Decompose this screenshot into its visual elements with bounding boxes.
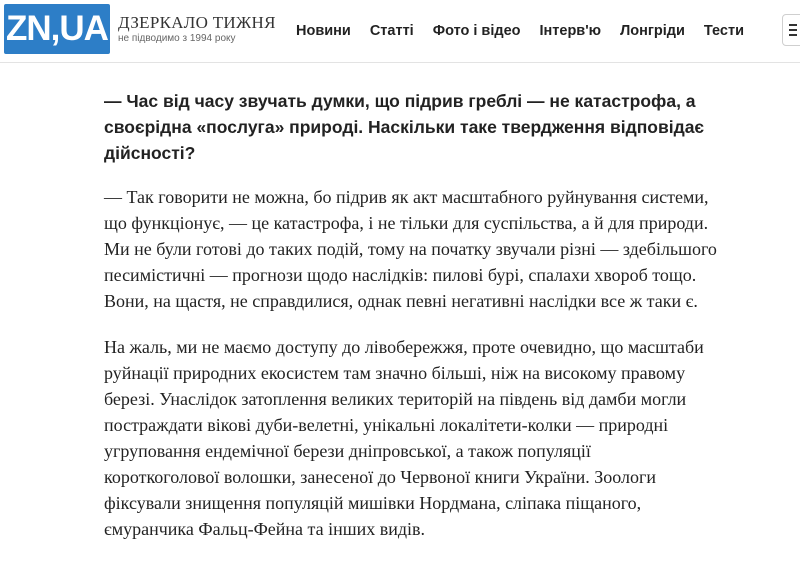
paragraph-line: ємуранчика Фальц-Фейна та інших видів. xyxy=(104,519,426,539)
paragraph-line: — Так говорити не можна, бо підрив як акт масштабного руйнування системи, xyxy=(104,187,709,207)
question-line: дійсності? xyxy=(104,143,196,163)
paragraph-line: руйнації природних екосистем там значно більші, ніж на високому правому xyxy=(104,363,686,383)
paragraph-line: песимістичні — прогнози щодо наслідків: пилові бурі, спалахи хвороб тощо. xyxy=(104,265,697,285)
nav-item-longreads[interactable]: Лонгріди xyxy=(620,23,685,39)
brand-block xyxy=(118,14,276,44)
interview-question xyxy=(104,88,800,166)
paragraph-line: фіксували знищення популяцій мишівки Нордмана, сліпака піщаного, xyxy=(104,493,642,513)
paragraph-line: короткоголової волошки, занесеної до Червоної книги України. Зоологи xyxy=(104,467,657,487)
paragraph-line: Ми не були готові до таких подій, тому на початку звучали різні — здебільшого xyxy=(104,239,717,259)
answer-paragraph xyxy=(104,334,800,542)
nav-item-news[interactable]: Новини xyxy=(296,23,351,39)
article-body xyxy=(104,88,800,562)
answer-paragraph xyxy=(104,184,800,314)
question-line: — Час від часу звучать думки, що підрив греблі — не катастрофа, а xyxy=(104,91,696,111)
main-nav xyxy=(296,0,763,62)
brand-title: ДЗЕРКАЛО ТИЖНЯ xyxy=(118,13,276,32)
paragraph-line: що функціонує, — це катастрофа, і не тільки для суспільства, а й для природи. xyxy=(104,213,709,233)
nav-item-articles[interactable]: Статті xyxy=(369,23,414,39)
question-line: своєрідна «послуга» природі. Наскільки таке твердження відповідає xyxy=(104,117,705,137)
nav-item-interviews[interactable]: Інтерв'ю xyxy=(539,23,602,39)
site-logo[interactable]: ZN,UA xyxy=(4,4,110,54)
paragraph-line: Вони, на щастя, не справдилися, однак певні негативні наслідки все ж таки є. xyxy=(104,291,698,311)
paragraph-line: На жаль, ми не маємо доступу до лівобережжя, проте очевидно, що масштаби xyxy=(104,337,704,357)
paragraph-line: угруповання ендемічної берези дніпровської, а також популяції xyxy=(104,441,591,461)
paragraph-line: постраждати вікові дуби-велетні, унікальні локалітети-колки — природні xyxy=(104,415,669,435)
nav-item-tests[interactable]: Тести xyxy=(703,23,744,39)
menu-icon[interactable] xyxy=(782,14,800,46)
nav-item-photo-video[interactable]: Фото і відео xyxy=(432,23,521,39)
paragraph-line: березі. Унаслідок затоплення великих територій на південь від дамби могли xyxy=(104,389,687,409)
brand-subtitle: не підводимо з 1994 року xyxy=(118,33,236,44)
site-header xyxy=(0,0,800,63)
